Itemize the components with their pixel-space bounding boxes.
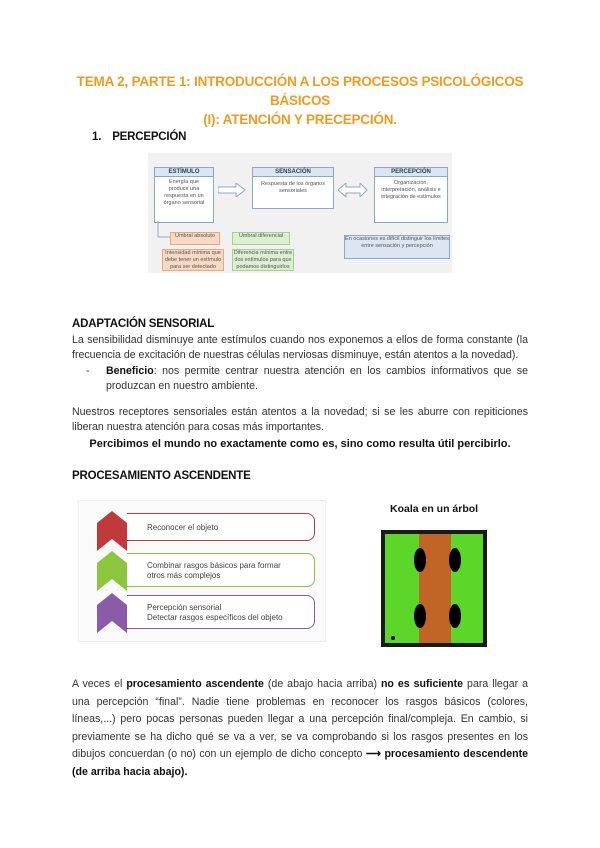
step-3-line-2: Detectar rasgos específicos del objeto xyxy=(147,613,283,622)
section-heading-percepcion xyxy=(92,131,186,143)
koala-tree-image xyxy=(381,530,487,647)
quote: Percibimos el mundo no exactamente como es, sino como resulta útil percibirlo. xyxy=(89,438,511,450)
umbral-diferencial-note: Diferencia mínima entre dos estímulos para que podamos distinguirlos xyxy=(233,250,293,270)
step-2-line-1: Combinar rasgos básicos para formar xyxy=(147,561,281,570)
step-combinar xyxy=(127,553,315,587)
estimulo-heading: ESTÍMULO xyxy=(155,168,213,177)
adaptacion-paragraph-2: Nuestros receptores sensoriales están atentos a la novedad; si se les aburre con repiticiones liberan nuestra atención para cosas más importantes. xyxy=(72,406,528,434)
limites-note: En ocasiones es difícil distinguir los límites entre sensación y percepción xyxy=(344,235,450,259)
arrow-icon: ⟶ xyxy=(365,748,382,760)
final-bold-3: procesamiento descendente (de arriba hacia abajo). xyxy=(72,748,528,778)
chevron-purple-icon xyxy=(97,593,127,633)
beneficio-bullet xyxy=(106,364,528,394)
umbral-absoluto-label: Umbral absoluto xyxy=(170,232,220,245)
umbral-diferencial-label: Umbral diferencial xyxy=(232,232,290,245)
final-text-3: para llegar a una percepción “final”. Nadie tiene problemas en reconocer los rasgos básicos (colores, líneas,...) pero pocas personas pueden llegar a una percepción final/compleja. En cambio, si previamente se ha dicho qué se va a ver, se va comprobando si los rasgos presentes en los dibujos concuerdan (o no) con un ejemplo de dicho concepto xyxy=(72,678,528,760)
step-reconocer xyxy=(127,513,315,541)
heading-procesamiento: PROCESAMIENTO ASCENDENTE xyxy=(72,470,251,482)
final-bold-1: procesamiento ascendente xyxy=(126,678,264,690)
sensacion-text: Respuesta de los órganos sensoriales xyxy=(261,181,325,194)
beneficio-text: : nos permite centrar nuestra atención en los cambios informativos que se produzcan en nuestro ambiente. xyxy=(106,365,528,393)
ascending-steps-diagram xyxy=(78,500,326,642)
chevron-green-icon xyxy=(97,551,127,591)
step-1-text: Reconocer el objeto xyxy=(147,523,219,532)
heading-adaptacion: ADAPTACIÓN SENSORIAL xyxy=(72,318,215,330)
title-line-1: TEMA 2, PARTE 1: INTRODUCCIÓN A LOS PROCESOS PSICOLÓGICOS BÁSICOS xyxy=(76,74,524,108)
step-2-line-2: otros más complejos xyxy=(147,571,221,580)
section-number: 1. xyxy=(92,131,102,143)
beneficio-label: Beneficio xyxy=(106,365,154,377)
final-text-2: (de abajo hacia arriba) xyxy=(263,678,381,690)
adaptacion-paragraph-1: La sensibilidad disminuye ante estímulos cuando nos exponemos a ellos de forma constante (la frecuencia de excitación de nuestras células nerviosas disminuye, están atentos a la novedad). xyxy=(72,334,528,362)
step-3-line-1: Percepción sensorial xyxy=(147,603,222,612)
estimulo-text: Energía que produce una respuesta en un órgano sensorial xyxy=(163,179,205,206)
title-line-2: (I): ATENCIÓN Y PRECEPCIÓN. xyxy=(203,112,397,127)
percepcion-text: Organización, interpretación, análisis e integración de estímulos xyxy=(381,180,441,200)
bullet-dash: - xyxy=(86,365,90,377)
final-text-1: A veces el xyxy=(72,678,127,690)
section-label: PERCEPCIÓN xyxy=(112,131,187,143)
final-bold-2: no es suficiente xyxy=(380,678,464,690)
percepcion-heading: PERCEPCIÓN xyxy=(375,168,447,177)
page-title xyxy=(60,72,540,129)
perception-diagram xyxy=(148,153,452,273)
sensacion-heading: SENSACIÓN xyxy=(253,168,333,177)
umbral-absoluto-note: Intensidad mínima que debe tener un estímulo para ser detectado xyxy=(162,249,224,271)
final-paragraph xyxy=(72,676,528,781)
koala-title: Koala en un árbol xyxy=(390,503,479,515)
chevron-red-icon xyxy=(97,511,127,551)
step-percepcion-sensorial xyxy=(127,595,315,629)
